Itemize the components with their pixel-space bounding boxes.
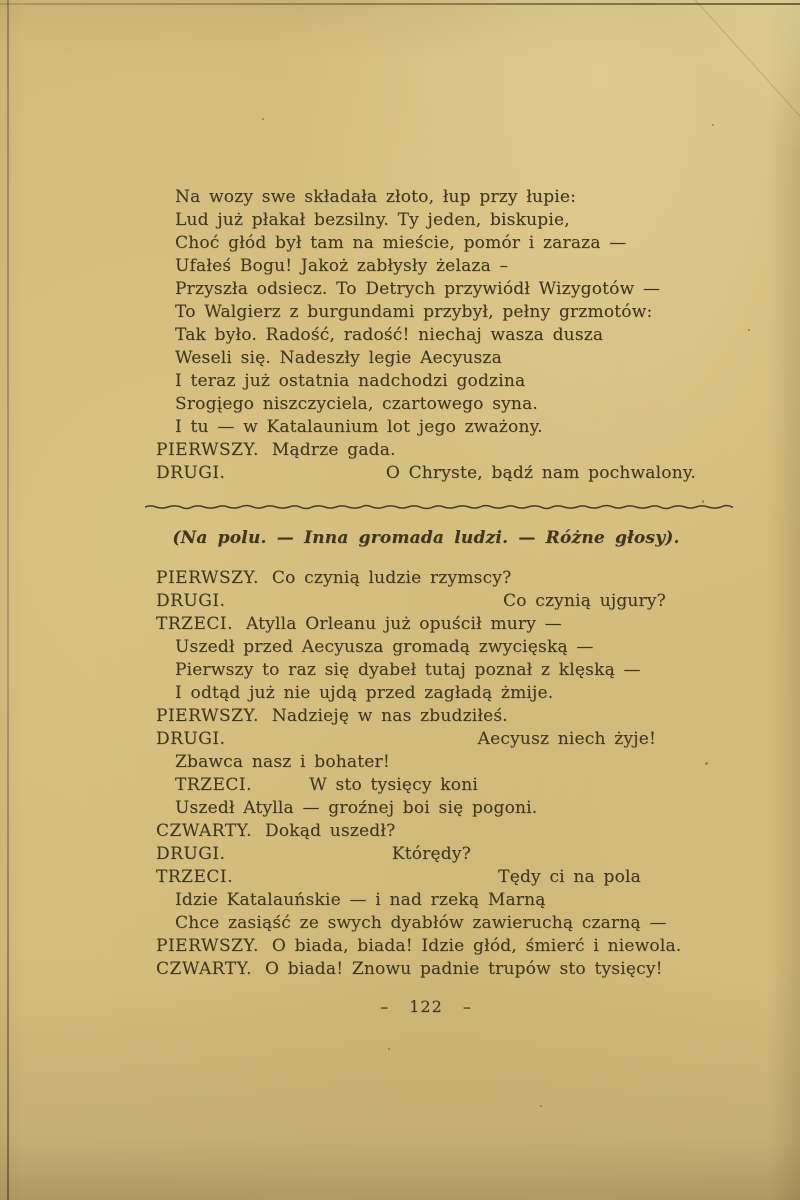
speaker-name: PIERWSZY. <box>156 440 259 460</box>
paper-speck <box>262 118 264 120</box>
verse-text: O biada! Znowu padnie trupów sto tysięcy! <box>265 959 663 979</box>
text-line <box>156 682 696 705</box>
verse-text: Na wozy swe składała złoto, łup przy łupie: <box>175 187 577 207</box>
verse-text: Idzie Katalauńskie — i nad rzeką Marną <box>175 890 546 910</box>
verse-text: Tak było. Radość, radość! niechaj wasza dusza <box>175 325 604 345</box>
speaker-name: TRZECI. <box>156 614 233 634</box>
speaker-name: TRZECI. <box>175 775 252 795</box>
paper-speck <box>712 124 714 126</box>
verse-text: Mądrze gada. <box>271 440 396 460</box>
text-line <box>156 186 696 209</box>
reply-text: Tędy ci na pola <box>498 867 641 887</box>
section-divider <box>145 501 733 512</box>
paper-speck <box>748 329 750 331</box>
verse-text: Srogįego niszczyciela, czartowego syna. <box>175 394 539 414</box>
page-corner-highlight <box>650 0 800 150</box>
text-line <box>156 255 696 278</box>
paper-speck <box>705 762 708 765</box>
verse-text: I tu — w Katalaunium lot jego zważony. <box>175 417 543 437</box>
wavy-rule-icon <box>145 501 733 512</box>
verse-text: Weseli się. Nadeszły legie Aecyusza <box>175 348 502 368</box>
text-line <box>156 935 696 958</box>
verse-text: Uszedł przed Aecyusza gromadą zwycięską — <box>175 637 594 657</box>
paper-speck <box>540 1105 542 1107</box>
verse-text: Przyszła odsiecz. To Detrych przywiódł Wizygotów — <box>175 279 661 299</box>
reply-text: W sto tysięcy koni <box>309 775 478 795</box>
verse-text: Chce zasiąść ze swych dyabłów zawieruchą czarną — <box>175 913 667 933</box>
reply-text: Aecyusz niech żyje! <box>477 729 656 749</box>
verse-text: Dokąd uszedł? <box>265 821 396 841</box>
verse-text: O biada, biada! Idzie głód, śmierć i niewola. <box>271 936 682 956</box>
text-line <box>156 659 696 682</box>
text-line <box>156 462 696 485</box>
text-line <box>156 820 696 843</box>
left-edge-line <box>7 0 9 1200</box>
speaker-name: DRUGI. <box>156 463 226 483</box>
page-number: – 122 – <box>380 997 472 1016</box>
verse-text: Co czynią ludzie rzymscy? <box>271 568 512 588</box>
stage-direction: (Na polu. — Inna gromada ludzi. — Różne głosy). <box>172 528 680 548</box>
verse-text: Pierwszy to raz się dyabeł tutaj poznał z klęską — <box>175 660 641 680</box>
speaker-name: CZWARTY. <box>156 959 252 979</box>
verse-text: Choć głód był tam na mieście, pomór i zaraza — <box>175 233 627 253</box>
text-line <box>156 774 696 797</box>
reply-text: Co czynią ujgury? <box>503 591 666 611</box>
verse-text: Uszedł Atylla — groźnej boi się pogoni. <box>175 798 538 818</box>
text-line <box>156 843 696 866</box>
speaker-name: DRUGI. <box>156 729 226 749</box>
text-line <box>156 439 696 462</box>
verse-text: I odtąd już nie ujdą przed zagładą żmije. <box>175 683 554 703</box>
dialogue-block <box>156 567 696 981</box>
text-line <box>156 567 696 590</box>
text-line <box>156 232 696 255</box>
text-column <box>156 186 696 1018</box>
speaker-name: DRUGI. <box>156 844 226 864</box>
text-line <box>156 958 696 981</box>
text-line <box>156 590 696 613</box>
text-line <box>156 347 696 370</box>
text-line <box>156 278 696 301</box>
text-line <box>156 324 696 347</box>
speaker-name: TRZECI. <box>156 867 233 887</box>
verse-text: Atylla Orleanu już opuścił mury — <box>246 614 562 634</box>
verse-text: Lud już płakał bezsilny. Ty jeden, biskupie, <box>175 210 570 230</box>
speaker-name: PIERWSZY. <box>156 706 259 726</box>
text-line <box>156 613 696 636</box>
verse-text: To Walgierz z burgundami przybył, pełny grzmotów: <box>175 302 653 322</box>
text-line <box>156 751 696 774</box>
speaker-name: DRUGI. <box>156 591 226 611</box>
text-line <box>156 416 696 439</box>
speaker-name: PIERWSZY. <box>156 568 259 588</box>
text-line <box>156 636 696 659</box>
text-line <box>156 370 696 393</box>
text-line <box>156 912 696 935</box>
text-line <box>156 889 696 912</box>
text-line <box>156 301 696 324</box>
verse-text: Nadzieję w nas zbudziłeś. <box>271 706 508 726</box>
reply-text: O Chryste, bądź nam pochwalony. <box>385 463 696 483</box>
text-line <box>156 393 696 416</box>
paper-speck <box>388 1048 390 1050</box>
verse-block <box>156 186 696 485</box>
speaker-name: CZWARTY. <box>156 821 252 841</box>
verse-text: I teraz już ostatnia nadchodzi godzina <box>175 371 526 391</box>
verse-text: Zbawca nasz i bohater! <box>175 752 390 772</box>
reply-text: Którędy? <box>391 844 471 864</box>
text-line <box>156 705 696 728</box>
text-line <box>156 866 696 889</box>
text-line <box>156 209 696 232</box>
speaker-name: PIERWSZY. <box>156 936 259 956</box>
top-edge-line <box>0 3 800 5</box>
page-corner-crease <box>690 0 800 123</box>
text-line <box>156 728 696 751</box>
text-line <box>156 797 696 820</box>
verse-text: Ufałeś Bogu! Jakoż zabłysły żelaza – <box>175 256 509 276</box>
